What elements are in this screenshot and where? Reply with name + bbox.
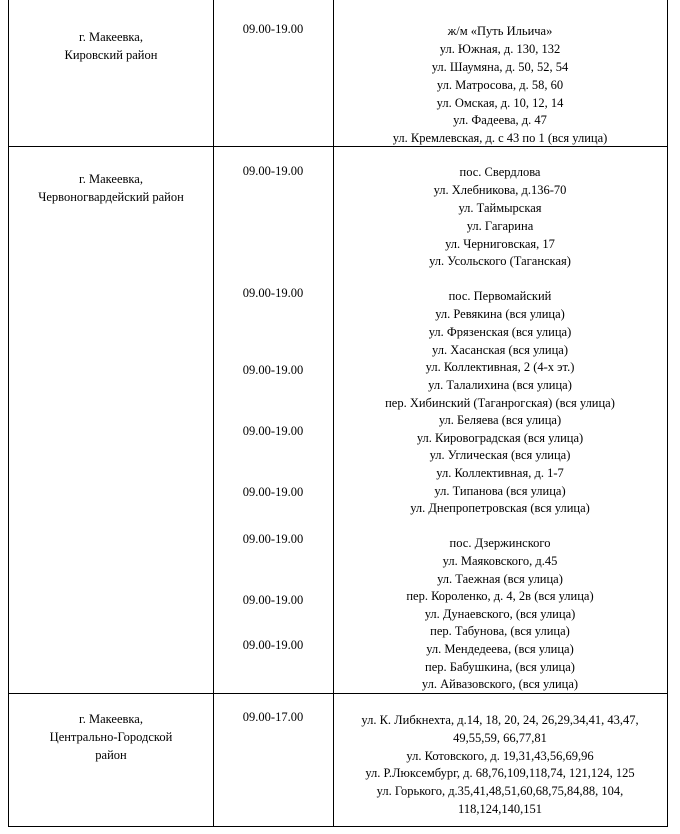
address-line: пер. Бабушкина, (вся улица) [425,660,575,674]
address-line: ул. Гагарина [466,219,534,233]
address-line: ул. Котовского, д. 19,31,43,56,69,96 [406,749,594,763]
district-line: Червоногвардейский район [38,190,184,204]
address-line: ул. Южная, д. 130, 132 [439,42,561,56]
district-line: Кировский район [64,48,158,62]
address-line: ул. Фрязенская (вся улица) [428,325,572,339]
district-cell [9,710,213,764]
address-line: ул. Коллективная, 2 (4-х эт.) [425,360,575,374]
address-line: пер. Короленко, д. 4, 2в (вся улица) [406,589,594,603]
time-cell: 09.00-19.00 [242,485,304,499]
column-divider-1 [213,0,214,826]
address-line: ул. Ревякина (вся улица) [435,307,565,321]
address-line: ул. Фадеева, д. 47 [453,113,547,127]
row-divider-2 [9,693,667,694]
address-line: ул. Типанова (вся улица) [434,484,566,498]
address-line: 118,124,140,151 [458,802,542,816]
time-cell: 09.00-19.00 [242,363,304,377]
time-cell: 09.00-19.00 [242,532,304,546]
address-line: ул. Р.Люксембург, д. 68,76,109,118,74, 121,124, 125 [365,766,635,780]
time-cell: 09.00-19.00 [242,22,304,36]
time-cell: 09.00-19.00 [242,593,304,607]
address-line: ул. Талалихина (вся улица) [428,378,572,392]
district-line: Центрально-Городской [49,730,173,744]
address-line: 49,55,59, 66,77,81 [453,731,547,745]
address-line: ул. Кремлевская, д. с 43 по 1 (вся улица) [392,131,608,145]
address-line: ул. Черниговская, 17 [445,237,555,251]
district-line: г. Макеевка, [79,30,143,44]
address-line: ул. Таежная (вся улица) [437,572,563,586]
time-cell: 09.00-19.00 [242,424,304,438]
address-line: ул. Горького, д.35,41,48,51,60,68,75,84,88, 104, [376,784,624,798]
address-line: ул. Дунаевского, (вся улица) [424,607,576,621]
district-cell [9,28,213,64]
time-cell: 09.00-17.00 [242,710,304,724]
time-cell: 09.00-19.00 [242,286,304,300]
address-line: ул. Беляева (вся улица) [438,413,562,427]
address-line: ул. Хлебникова, д.136-70 [433,183,567,197]
time-cell: 09.00-19.00 [242,638,304,652]
address-line: ул. Кировоградская (вся улица) [416,431,584,445]
address-line: ул. Айвазовского, (вся улица) [421,677,579,691]
district-line: район [95,748,127,762]
address-line: ул. Таймырская [458,201,542,215]
time-cell: 09.00-19.00 [242,164,304,178]
address-line: пос. Дзержинского [449,536,551,550]
district-line: г. Макеевка, [79,712,143,726]
address-line: ул. Омская, д. 10, 12, 14 [436,96,564,110]
address-line: ул. Мендедеева, (вся улица) [426,642,574,656]
address-line: пер. Хибинский (Таганрогская) (вся улица) [385,396,615,410]
district-cell [9,170,213,206]
address-line: ж/м «Путь Ильича» [447,24,553,38]
address-line: ул. К. Либкнехта, д.14, 18, 20, 24, 26,29,34,41, 43,47, [361,713,639,727]
address-line: ул. Матросова, д. 58, 60 [436,78,564,92]
address-line: ул. Маяковского, д.45 [442,554,558,568]
address-line: ул. Усольского (Таганская) [429,254,571,268]
address-line: пос. Свердлова [459,165,541,179]
address-line: ул. Хасанская (вся улица) [432,343,568,357]
address-line: пос. Первомайский [448,289,552,303]
address-line: ул. Днепропетровская (вся улица) [410,501,590,515]
district-line: г. Макеевка, [79,172,143,186]
address-line: ул. Коллективная, д. 1-7 [436,466,564,480]
address-line: пер. Табунова, (вся улица) [430,624,570,638]
address-line: ул. Углическая (вся улица) [429,448,571,462]
schedule-table [8,0,668,827]
address-line: ул. Шаумяна, д. 50, 52, 54 [431,60,569,74]
